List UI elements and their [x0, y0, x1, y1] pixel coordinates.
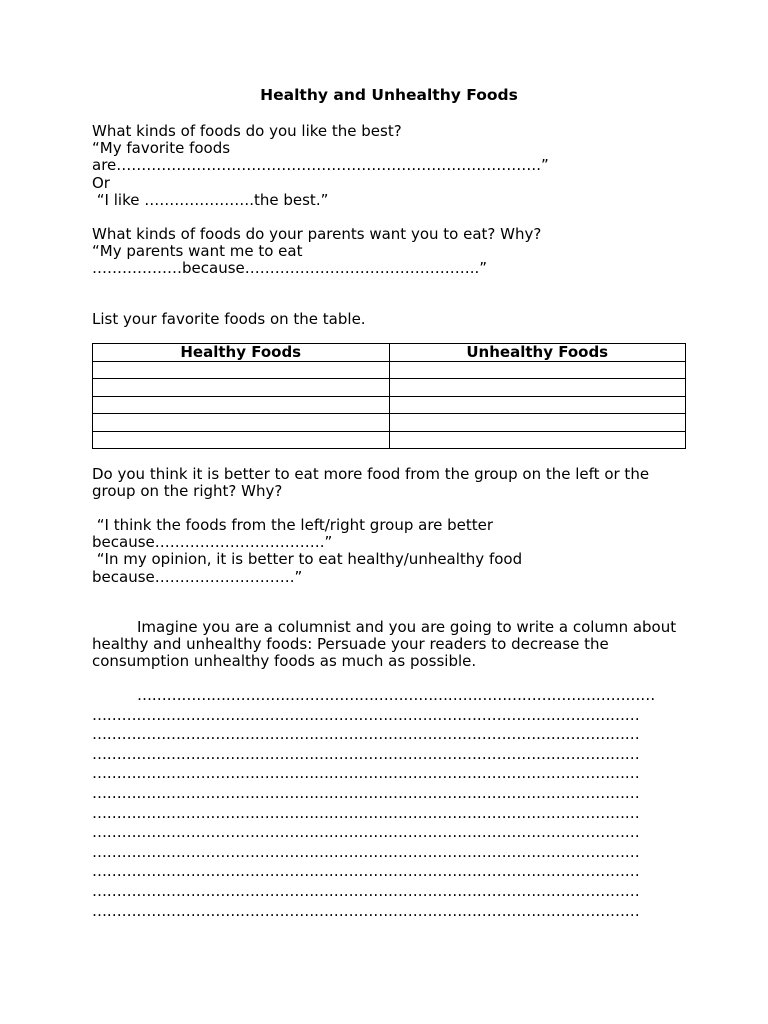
header-healthy-foods: Healthy Foods	[93, 344, 390, 362]
unhealthy-food-cell[interactable]	[389, 396, 686, 414]
answer-2-line-1: “In my opinion, it is better to eat healthy/unhealthy food	[92, 550, 523, 569]
essay-writing-lines	[92, 686, 686, 921]
question-text: What kinds of foods do your parents want you to eat? Why?	[92, 225, 542, 243]
answer-line-1: “My favorite foods	[92, 139, 231, 158]
question-parents-foods	[92, 226, 692, 278]
essay-line: …………………………………………………………………………………………………	[92, 823, 640, 842]
unhealthy-food-cell[interactable]	[389, 431, 686, 449]
unhealthy-food-cell[interactable]	[389, 414, 686, 432]
question-better-group: Do you think it is better to eat more food from the group on the left or the group on the right? Why?	[92, 465, 650, 501]
table-header-row	[93, 344, 686, 362]
table-row	[93, 379, 686, 397]
table-row	[93, 361, 686, 379]
healthy-food-cell[interactable]	[93, 379, 390, 397]
foods-table	[92, 343, 686, 449]
essay-line: ……………………………………………………………………………………………	[137, 686, 656, 704]
answer-line-3: “I like ………………….the best.”	[92, 190, 329, 209]
worksheet-title: Healthy and Unhealthy Foods	[260, 86, 518, 104]
healthy-food-cell[interactable]	[93, 361, 390, 379]
answer-line-1: “My parents want me to eat	[92, 242, 303, 261]
question-text: What kinds of foods do you like the best?	[92, 122, 402, 140]
essay-line: …………………………………………………………………………………………………	[92, 705, 640, 724]
foods-table-body	[93, 361, 686, 449]
header-unhealthy-foods: Unhealthy Foods	[389, 344, 686, 362]
essay-line: …………………………………………………………………………………………………	[92, 803, 640, 822]
list-instruction-text: List your favorite foods on the table.	[92, 310, 366, 328]
table-row	[93, 431, 686, 449]
question-favorite-foods	[92, 123, 692, 209]
unhealthy-food-cell[interactable]	[389, 379, 686, 397]
answer-1-line-2: because…………………………….”	[92, 533, 333, 552]
answer-options	[92, 517, 692, 586]
essay-line: …………………………………………………………………………………………………	[92, 783, 640, 802]
essay-line: …………………………………………………………………………………………………	[92, 901, 640, 920]
table-row	[93, 396, 686, 414]
essay-line: …………………………………………………………………………………………………	[92, 842, 640, 861]
essay-line: …………………………………………………………………………………………………	[92, 881, 640, 900]
list-instruction	[92, 311, 692, 328]
answer-1-line-1: “I think the foods from the left/right group are better	[92, 516, 494, 534]
answer-2-line-2: because……………………….”	[92, 567, 303, 586]
answer-line-2: ………………because………………………………………..”	[92, 259, 488, 278]
essay-line: …………………………………………………………………………………………………	[92, 862, 640, 881]
unhealthy-food-cell[interactable]	[389, 361, 686, 379]
essay-line: …………………………………………………………………………………………………	[92, 744, 640, 763]
table-row	[93, 414, 686, 432]
healthy-food-cell[interactable]	[93, 414, 390, 432]
or-label: Or	[92, 173, 110, 192]
essay-line: …………………………………………………………………………………………………	[92, 764, 640, 783]
essay-prompt: Imagine you are a columnist and you are going to write a column about healthy and unhealthy foods: Persuade your readers to decrease the consumption unhealthy foods as much as possible.	[92, 618, 677, 671]
healthy-food-cell[interactable]	[93, 431, 390, 449]
essay-line: …………………………………………………………………………………………………	[92, 725, 640, 744]
answer-line-2: are………………………………………………………………………….”	[92, 156, 549, 175]
healthy-food-cell[interactable]	[93, 396, 390, 414]
